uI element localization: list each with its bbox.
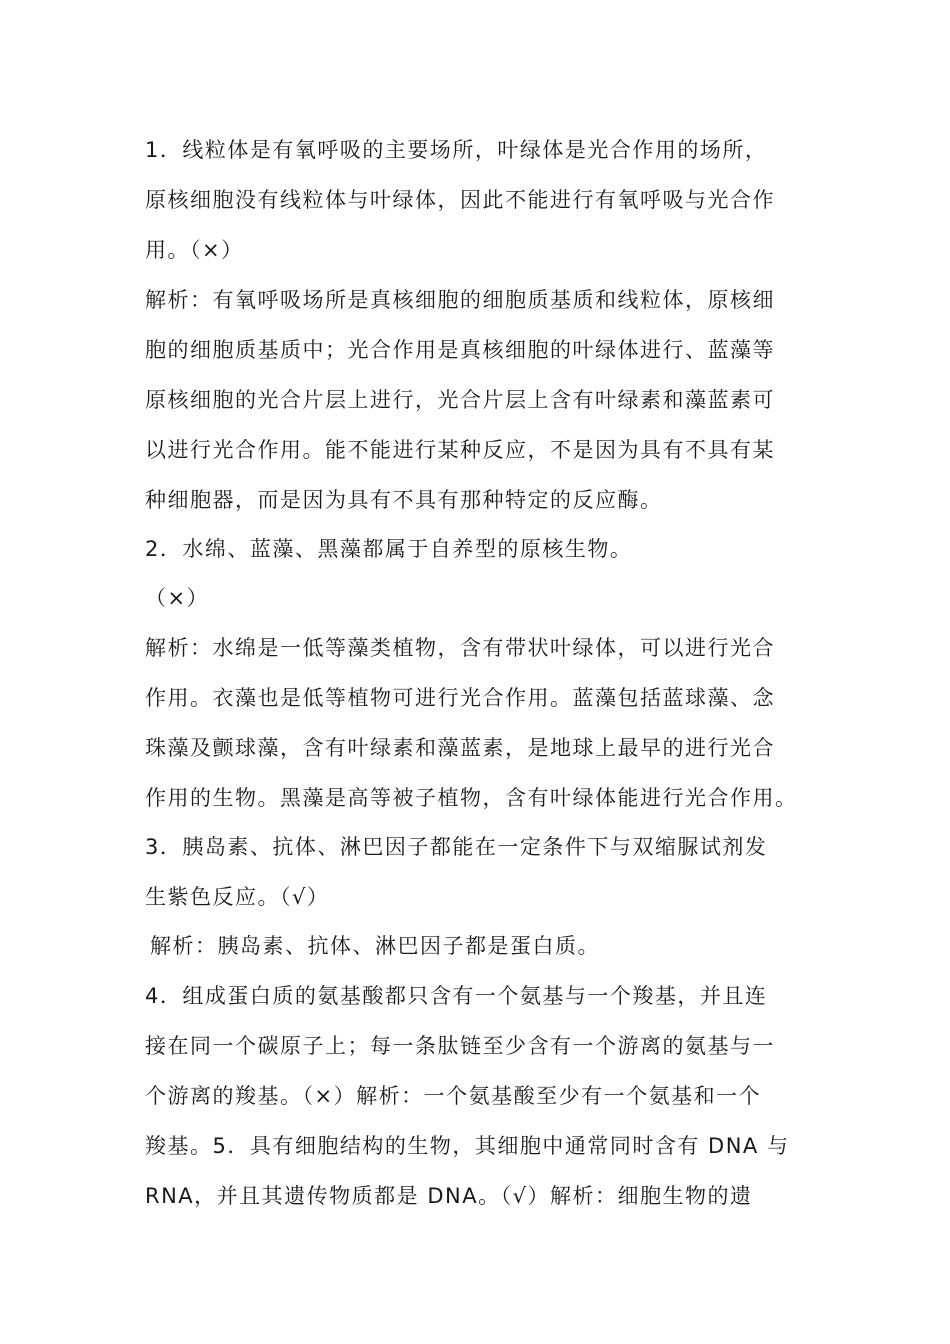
- text-line: （×）: [145, 586, 210, 610]
- text-line: 1．线粒体是有氧呼吸的主要场所，叶绿体是光合作用的场所，: [145, 138, 768, 162]
- text-line: 解析：水绵是一低等藻类植物，含有带状叶绿体，可以进行光合: [145, 636, 775, 660]
- text-line: 原核细胞的光合片层上进行，光合片层上含有叶绿素和藻蓝素可: [145, 388, 775, 412]
- text-line: RNA，并且其遗传物质都是 DNA。（√）解析：细胞生物的遗: [145, 1184, 753, 1208]
- text-line: 4．组成蛋白质的氨基酸都只含有一个氨基与一个羧基，并且连: [145, 984, 768, 1008]
- text-line: 用。（×）: [145, 238, 244, 262]
- text-line: 解析：胰岛素、抗体、淋巴因子都是蛋白质。: [150, 934, 600, 958]
- text-line: 2．水绵、蓝藻、黑藻都属于自养型的原核生物。: [145, 537, 633, 561]
- text-line: 珠藻及颤球藻，含有叶绿素和藻蓝素，是地球上最早的进行光合: [145, 736, 775, 760]
- text-line: 胞的细胞质基质中；光合作用是真核细胞的叶绿体进行、蓝藻等: [145, 338, 775, 362]
- text-line: 解析：有氧呼吸场所是真核细胞的细胞质基质和线粒体，原核细: [145, 288, 775, 312]
- text-line: 种细胞器，而是因为具有不具有那种特定的反应酶。: [145, 488, 663, 512]
- text-line: 接在同一个碳原子上；每一条肽链至少含有一个游离的氨基与一: [145, 1034, 775, 1058]
- text-line: 个游离的羧基。（×）解析：一个氨基酸至少有一个氨基和一个: [145, 1084, 762, 1108]
- text-line: 原核细胞没有线粒体与叶绿体，因此不能进行有氧呼吸与光合作: [145, 188, 775, 212]
- text-line: 作用。衣藻也是低等植物可进行光合作用。蓝藻包括蓝球藻、念: [145, 686, 775, 710]
- text-line: 羧基。5．具有细胞结构的生物，其细胞中通常同时含有 DNA 与: [145, 1134, 790, 1158]
- text-line: 生紫色反应。（√）: [145, 885, 330, 909]
- text-line: 以进行光合作用。能不能进行某种反应，不是因为具有不具有某: [145, 438, 775, 462]
- text-line: 3．胰岛素、抗体、淋巴因子都能在一定条件下与双缩脲试剂发: [145, 835, 768, 859]
- text-line: 作用的生物。黑藻是高等被子植物，含有叶绿体能进行光合作用。: [145, 786, 798, 810]
